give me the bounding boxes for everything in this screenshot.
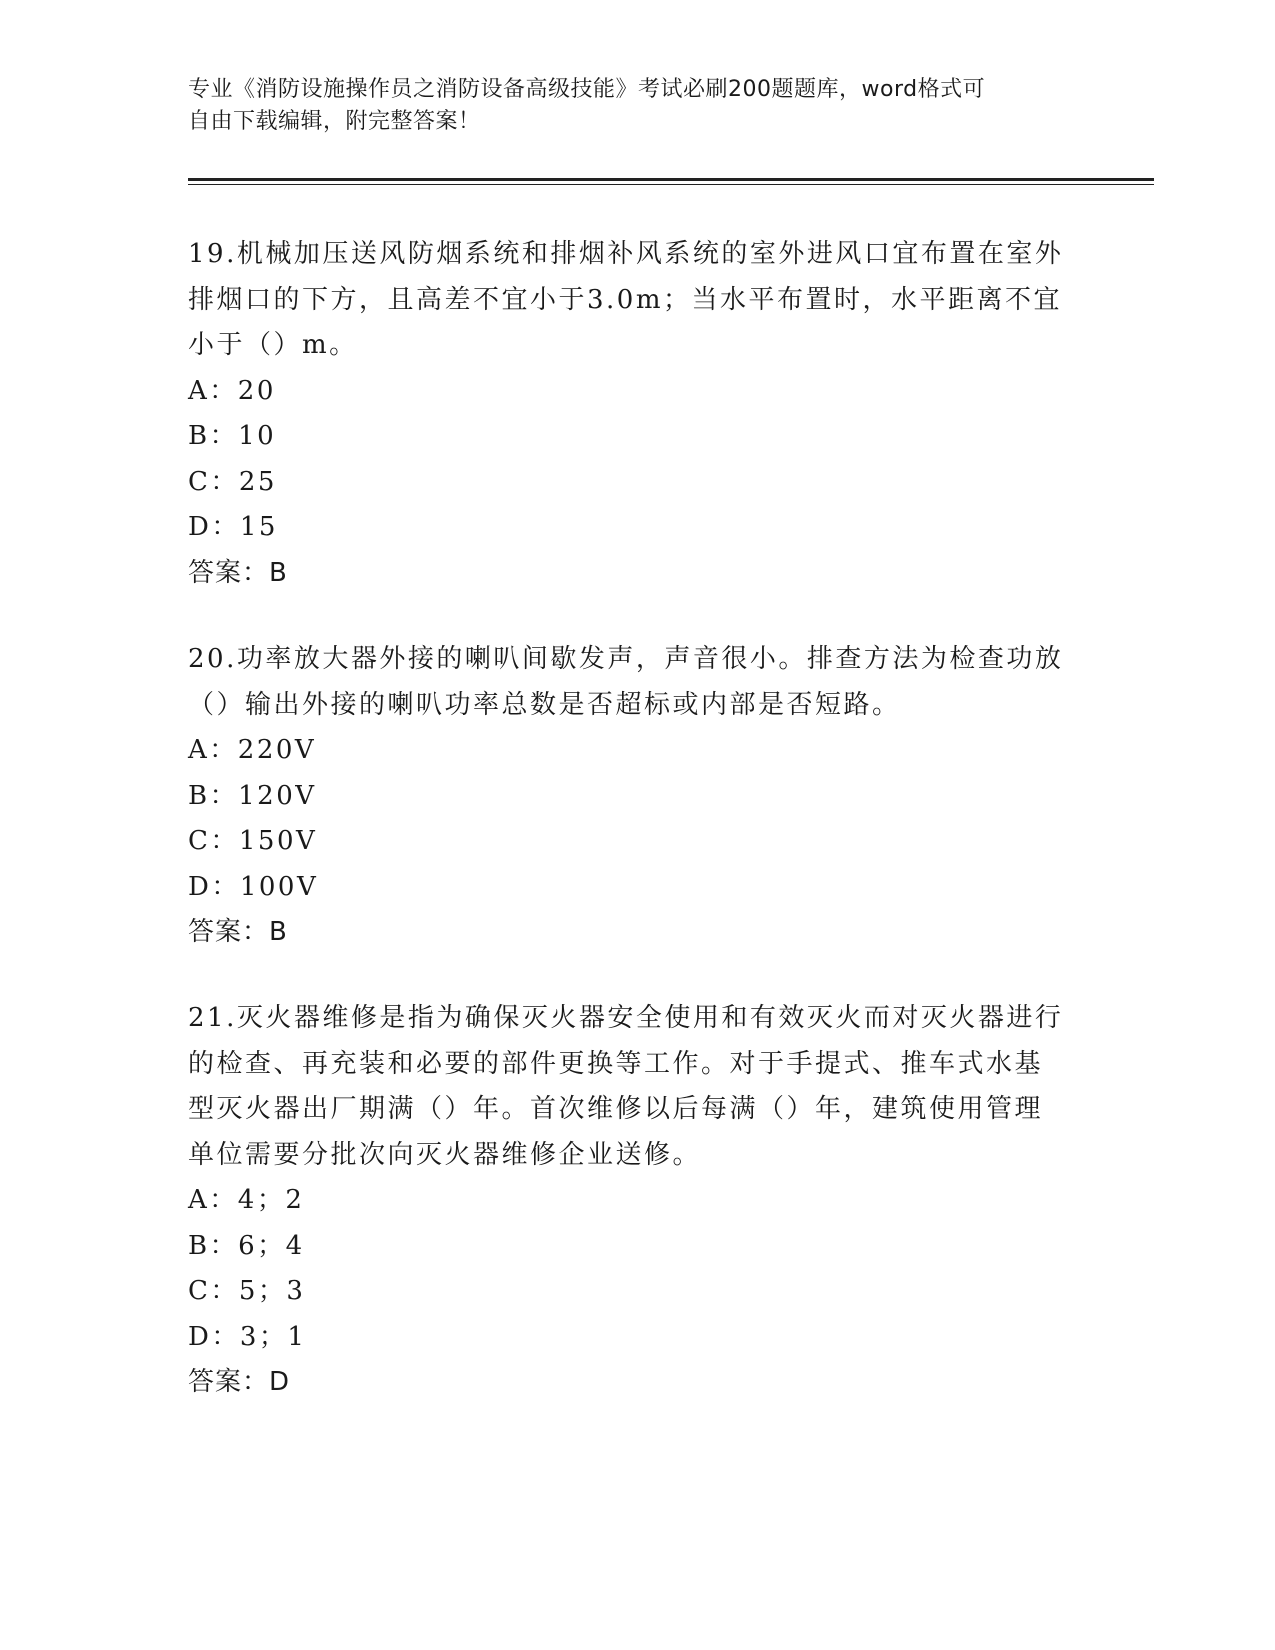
option-a: A：20: [188, 375, 276, 406]
question-line: 排烟口的下方，且高差不宜小于3.0m；当水平布置时，水平距离不宜: [188, 284, 1063, 315]
option-b: B：120V: [188, 780, 317, 811]
question-line: 单位需要分批次向灭火器维修企业送修。: [188, 1139, 702, 1170]
option-c: C：5；3: [188, 1276, 306, 1306]
question-line: 20.功率放大器外接的喇叭间歇发声，声音很小。排查方法为检查功放: [188, 644, 1064, 674]
question-21: [188, 996, 1078, 1406]
option-a: A：4；2: [188, 1185, 305, 1215]
question-line: 21.灭火器维修是指为确保灭火器安全使用和有效灭火而对灭火器进行: [188, 1003, 1064, 1033]
option-d: D：100V: [188, 871, 319, 902]
question-20: [188, 637, 1078, 956]
header-line-1: 专业《消防设施操作员之消防设备高级技能》考试必刷200题题库，word格式可: [188, 77, 986, 102]
header-rule-thin: [188, 184, 1154, 185]
option-c: C：150V: [188, 826, 318, 856]
question-text: [188, 996, 1078, 1178]
option-b: B：6；4: [188, 1230, 305, 1261]
header-line-2: 自由下载编辑，附完整答案！: [188, 109, 481, 134]
question-line: 型灭火器出厂期满（）年。首次维修以后每满（）年，建筑使用管理: [188, 1094, 1044, 1124]
question-line: 19.机械加压送风防烟系统和排烟补风系统的室外进风口宜布置在室外: [188, 239, 1064, 269]
question-line: 的检查、再充装和必要的部件更换等工作。对于手提式、推车式水基: [188, 1048, 1044, 1079]
answer: 答案：B: [188, 557, 288, 588]
question-19: [188, 232, 1078, 596]
document-header: [188, 74, 1068, 138]
header-rule-thick: [188, 178, 1154, 181]
question-line: （）输出外接的喇叭功率总数是否超标或内部是否短路。: [188, 689, 901, 720]
question-text: [188, 637, 1078, 728]
question-line: 小于（）m。: [188, 330, 358, 360]
answer: 答案：B: [188, 917, 288, 947]
answer: 答案：D: [188, 1367, 291, 1397]
question-text: [188, 232, 1078, 369]
option-d: D：15: [188, 512, 278, 542]
option-b: B：10: [188, 421, 277, 451]
option-c: C：25: [188, 466, 277, 497]
option-d: D：3；1: [188, 1321, 307, 1352]
option-a: A：220V: [188, 735, 317, 765]
